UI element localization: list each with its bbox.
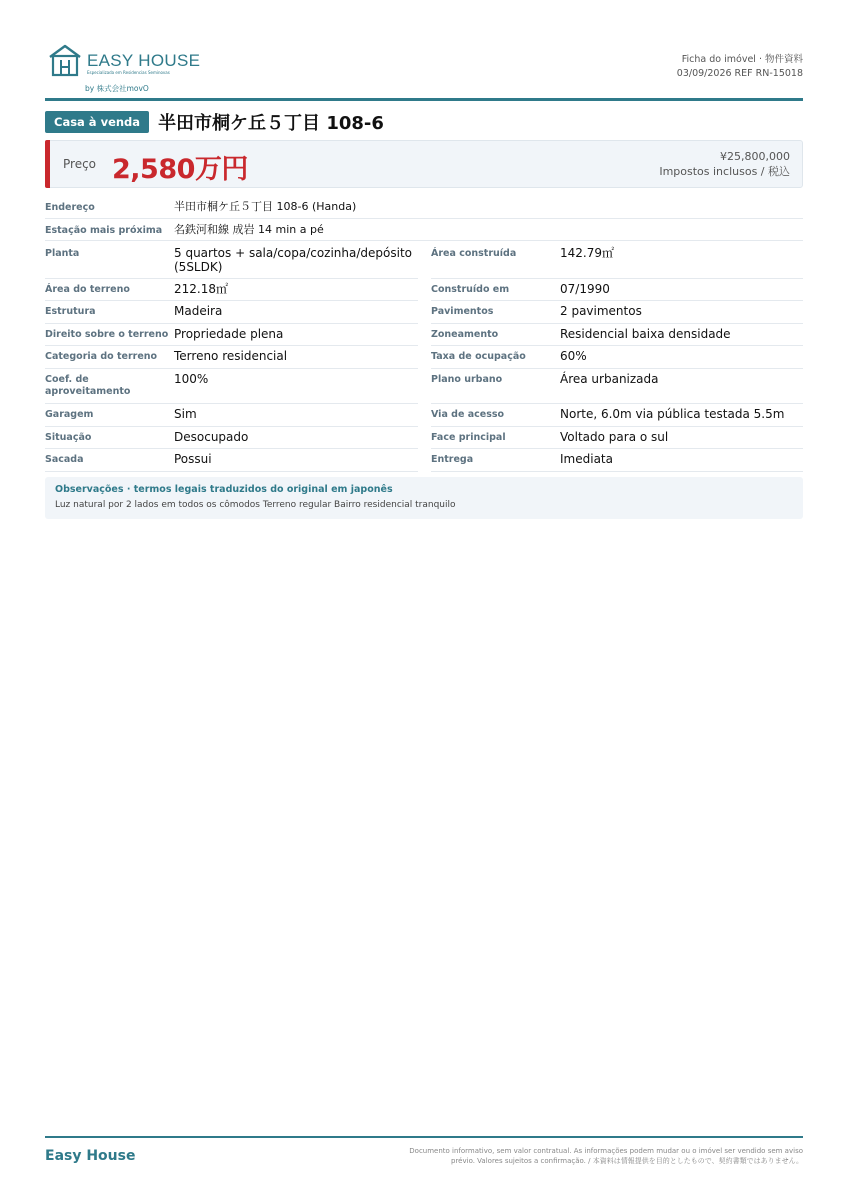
spec-label: Taxa de ocupação bbox=[431, 351, 526, 362]
spec-value: 212.18㎡ bbox=[174, 282, 228, 296]
header-divider bbox=[45, 98, 803, 101]
spec-value: Propriedade plena bbox=[174, 327, 284, 341]
disclaimer-line: prévio. Valores sujeitos a confirmação. / 本資料は情報提供を目的としたもので、契約書類ではありません。 bbox=[451, 1157, 803, 1165]
price-label: Preço bbox=[63, 157, 97, 171]
spec-row bbox=[45, 278, 803, 300]
spec-label: Área do terreno bbox=[45, 284, 130, 295]
spec-value: 07/1990 bbox=[560, 282, 610, 296]
spec-value: Possui bbox=[174, 452, 212, 466]
price-box bbox=[45, 140, 803, 188]
spec-label: Plano urbano bbox=[431, 374, 503, 385]
spec-label: Estação mais próxima bbox=[45, 225, 163, 236]
spec-row bbox=[45, 426, 803, 448]
brand-tagline: Especializada em Residencias Seminovas bbox=[87, 70, 170, 75]
spec-label: Categoria do terreno bbox=[45, 351, 158, 362]
spec-label: Área construída bbox=[431, 248, 517, 259]
spec-label: Situação bbox=[45, 432, 92, 443]
price-tax-note: Impostos inclusos / 税込 bbox=[659, 165, 790, 178]
spec-label: Zoneamento bbox=[431, 329, 499, 340]
document-type: Ficha do imóvel · 物件資料 bbox=[681, 54, 803, 65]
brand-company: by 株式会社movO bbox=[85, 84, 149, 93]
spec-table bbox=[45, 197, 803, 471]
spec-row bbox=[45, 368, 803, 403]
spec-row-station bbox=[45, 219, 803, 241]
footer-disclaimer bbox=[363, 1146, 803, 1166]
spec-value: Madeira bbox=[174, 304, 223, 318]
price-details bbox=[659, 149, 790, 179]
spec-label: Construído em bbox=[431, 284, 510, 295]
spec-value: Residencial baixa densidade bbox=[560, 327, 731, 341]
spec-label: Endereço bbox=[45, 202, 95, 213]
spec-label: Coef. de aproveitamento bbox=[45, 374, 131, 397]
spec-row bbox=[45, 345, 803, 368]
brand-logo bbox=[47, 43, 227, 95]
price-accent-bar bbox=[45, 140, 50, 188]
spec-row bbox=[45, 448, 803, 471]
spec-label: Pavimentos bbox=[431, 306, 494, 317]
footer-divider bbox=[45, 1136, 803, 1138]
spec-value: Voltado para o sul bbox=[560, 430, 669, 444]
spec-value: 142.79㎡ bbox=[560, 246, 614, 260]
listing-type-badge: Casa à venda bbox=[45, 111, 149, 133]
spec-value: Norte, 6.0m via pública testada 5.5m bbox=[560, 407, 785, 421]
spec-label: Garagem bbox=[45, 409, 94, 420]
document-date-ref: 03/09/2026 REF RN-15018 bbox=[676, 68, 803, 79]
spec-value: 5 quartos + sala/copa/cozinha/depósito (5SLDK) bbox=[174, 246, 413, 274]
spec-row bbox=[45, 241, 803, 278]
spec-label: Via de acesso bbox=[431, 409, 505, 420]
property-title: 半田市桐ケ丘５丁目 108-6 bbox=[158, 113, 384, 134]
row-divider bbox=[431, 471, 803, 472]
spec-label: Direito sobre o terreno bbox=[45, 329, 169, 340]
house-logo-icon bbox=[47, 43, 83, 77]
disclaimer-line: Documento informativo, sem valor contratual. As informações podem mudar ou o imóvel ser vendido sem aviso bbox=[409, 1147, 803, 1155]
spec-label: Face principal bbox=[431, 432, 506, 443]
footer-brand: Easy House bbox=[45, 1148, 136, 1164]
spec-row bbox=[45, 300, 803, 323]
spec-value: 60% bbox=[560, 349, 587, 363]
price-value: 2,580万円 bbox=[112, 154, 248, 185]
price-yen: ¥25,800,000 bbox=[720, 150, 790, 163]
spec-value: Terreno residencial bbox=[174, 349, 288, 363]
row-divider bbox=[45, 471, 418, 472]
spec-label: Entrega bbox=[431, 454, 474, 465]
spec-value: 2 pavimentos bbox=[560, 304, 642, 318]
notes-box bbox=[45, 477, 803, 519]
spec-value: 100% bbox=[174, 372, 209, 386]
spec-row bbox=[45, 403, 803, 426]
spec-row bbox=[45, 323, 803, 345]
spec-label: Estrutura bbox=[45, 306, 96, 317]
page-header bbox=[45, 40, 803, 102]
spec-row-address bbox=[45, 197, 803, 219]
spec-label: Planta bbox=[45, 248, 80, 259]
spec-value: 半田市桐ケ丘５丁目 108-6 (Handa) bbox=[174, 200, 357, 213]
brand-name: EASY HOUSE bbox=[87, 51, 201, 70]
spec-value: Desocupado bbox=[174, 430, 249, 444]
spec-value: 名鉄河和線 成岩 14 min a pé bbox=[174, 223, 324, 236]
listing-title-row bbox=[45, 110, 803, 134]
spec-label: Sacada bbox=[45, 454, 84, 465]
notes-text: Luz natural por 2 lados em todos os cômodos Terreno regular Bairro residencial tranquilo bbox=[55, 500, 456, 510]
spec-value: Área urbanizada bbox=[560, 372, 659, 386]
spec-value: Imediata bbox=[560, 452, 613, 466]
notes-title: Observações · termos legais traduzidos do original em japonês bbox=[55, 484, 393, 495]
document-meta bbox=[677, 53, 803, 81]
spec-value: Sim bbox=[174, 407, 197, 421]
